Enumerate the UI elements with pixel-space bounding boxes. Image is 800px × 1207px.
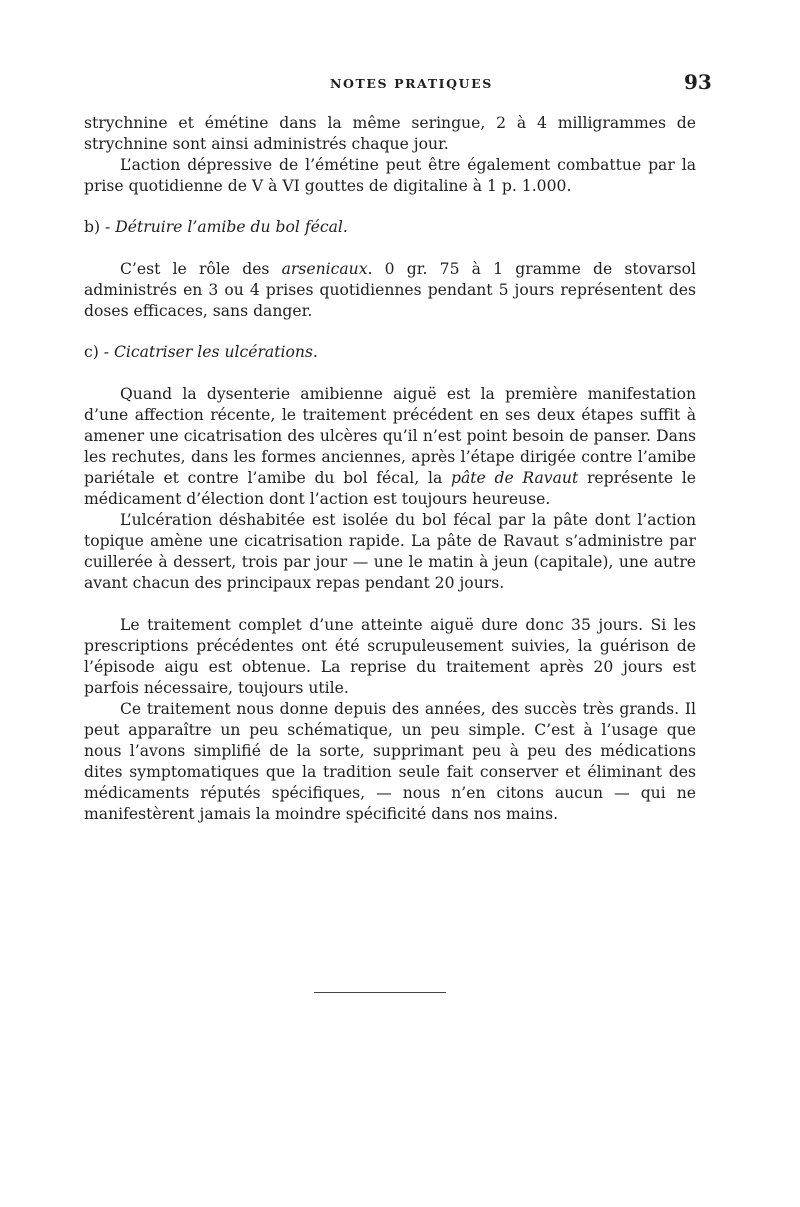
paragraph-arsenicaux (84, 259, 696, 322)
emphasis-pate-de-ravaut: pâte de Ravaut (450, 469, 579, 487)
paragraph-dysenterie-start: Quand la dysenterie amibienne aiguë est la première manifestation d’une affection récente, le traitement précédent en ses deux étapes suffit à amener une cicatrisation des ulcères qu’il n’est point besoin de panser. Dans les rechutes, dans les formes anciennes, après l’étape dirigée contre l’amibe pariétale et contre l’amibe du bol fécal, la (84, 385, 696, 487)
paragraph-dysenterie (84, 384, 696, 510)
end-of-section-rule (314, 992, 446, 993)
paragraph-traitement-complet: Le traitement complet d’une atteinte aiguë dure donc 35 jours. Si les prescriptions précédentes ont été scrupuleusement suivies, la guérison de l’épisode aigu est obtenue. La reprise du traitement après 20 jours est parfois nécessaire, toujours utile. (84, 616, 696, 697)
page-number: 93 (684, 70, 712, 94)
paragraph-continuation: strychnine et émétine dans la même seringue, 2 à 4 milligrammes de strychnine sont ainsi administrés chaque jour. (84, 114, 696, 153)
running-title: NOTES PRATIQUES (330, 76, 493, 91)
paragraph-arsenicaux-start: C’est le rôle des (120, 260, 282, 278)
paragraph-emetine-action: L’action dépressive de l’émétine peut être également combattue par la prise quotidienne de V à VI gouttes de digitaline à 1 p. 1.000. (84, 156, 696, 195)
page-header (0, 70, 800, 96)
body-text (84, 113, 696, 825)
paragraph-arsenicaux-end: . 0 gr. 75 à 1 gramme de stovarsol administrés en 3 ou 4 prises quotidiennes pendant 5 jours représentent des doses efficaces, sans danger. (84, 260, 696, 320)
section-heading-c-label: c) - (84, 343, 114, 361)
emphasis-arsenicaux: arsenicaux (281, 260, 368, 278)
section-heading-b-label: b) - (84, 218, 116, 236)
paragraph-conclusion: Ce traitement nous donne depuis des années, des succès très grands. Il peut apparaître un peu schématique, un peu simple. C’est à l’usage que nous l’avons simplifié de la sorte, supprimant peu à peu des médications dites symptomatiques que la tradition seule fait conserver et éliminant des médicaments réputés spécifiques, — nous n’en citons aucun — qui ne manifestèrent jamais la moindre spécificité dans nos mains. (84, 700, 696, 823)
section-heading-c-text: Cicatriser les ulcérations. (114, 343, 318, 361)
section-heading-b-text: Détruire l’amibe du bol fécal. (115, 218, 348, 236)
paragraph-ulceration: L’ulcération déshabitée est isolée du bol fécal par la pâte dont l’action topique amène une cicatrisation rapide. La pâte de Ravaut s’administre par cuillerée à dessert, trois par jour — une le matin à jeun (capitale), une autre avant chacun des principaux repas pendant 20 jours. (84, 511, 696, 592)
paragraph-dysenterie-end: représente le médicament d’élection dont l’action est toujours heureuse. (84, 469, 697, 508)
section-heading-c (84, 342, 696, 363)
section-heading-b (84, 217, 696, 238)
